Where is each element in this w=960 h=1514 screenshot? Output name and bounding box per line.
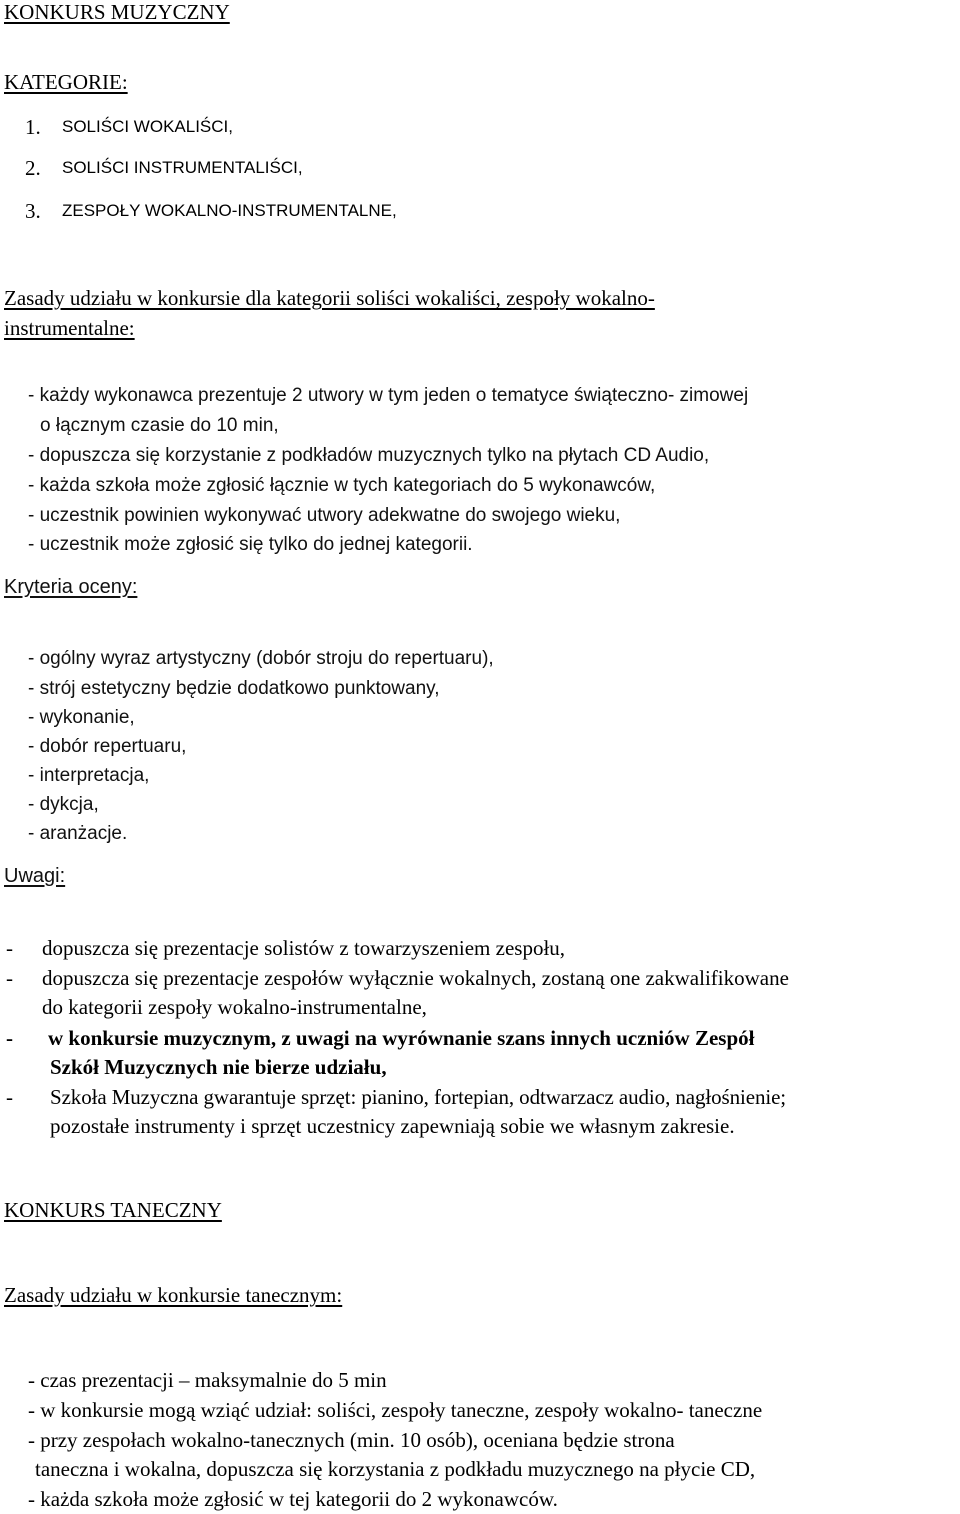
notes-heading: Uwagi:: [4, 865, 66, 887]
criteria-heading: Kryteria oceny:: [4, 576, 138, 598]
music-contest-title: KONKURS MUZYCZNY: [4, 0, 230, 24]
dance-rule-item-continuation: taneczna i wokalna, dopuszcza się korzystania z podkładu muzycznego na płycie CD,: [35, 1457, 756, 1481]
dance-contest-title: KONKURS TANECZNY: [4, 1198, 222, 1222]
note-dash: -: [6, 1085, 13, 1109]
note-dash: -: [6, 966, 13, 990]
music-rule-item: - uczestnik powinien wykonywać utwory adekwatne do swojego wieku,: [28, 505, 621, 526]
dance-rule-item: - w konkursie mogą wziąć udział: soliści, zespoły taneczne, zespoły wokalno- taneczne: [28, 1398, 763, 1422]
criteria-item: - dykcja,: [28, 794, 99, 815]
criteria-item: - ogólny wyraz artystyczny (dobór stroju do repertuaru),: [28, 648, 494, 669]
dance-rule-item: - czas prezentacji – maksymalnie do 5 min: [28, 1368, 387, 1392]
music-rule-item: - każda szkoła może zgłosić łącznie w tych kategoriach do 5 wykonawców,: [28, 475, 656, 496]
dance-rule-item: - przy zespołach wokalno-tanecznych (min. 10 osób), oceniana będzie strona: [28, 1428, 675, 1452]
criteria-item: - interpretacja,: [28, 765, 150, 786]
category-number: 1.: [25, 115, 41, 139]
criteria-item: - wykonanie,: [28, 707, 135, 728]
category-item: SOLIŚCI WOKALIŚCI,: [62, 117, 233, 136]
note-item-continuation: do kategorii zespoły wokalno-instrumentalne,: [42, 995, 427, 1019]
dance-rule-item: - każda szkoła może zgłosić w tej kategorii do 2 wykonawców.: [28, 1487, 558, 1511]
category-item: SOLIŚCI INSTRUMENTALIŚCI,: [62, 158, 303, 177]
categories-heading: KATEGORIE:: [4, 70, 128, 94]
music-rules-heading-line2: instrumentalne:: [4, 316, 135, 340]
criteria-item: - aranżacje.: [28, 823, 128, 844]
note-dash: -: [6, 936, 13, 960]
music-rule-item: - każdy wykonawca prezentuje 2 utwory w tym jeden o tematyce świąteczno- zimowej: [28, 385, 749, 406]
music-rules-heading-line1: Zasady udziału w konkursie dla kategorii soliści wokaliści, zespoły wokalno-: [4, 286, 655, 310]
music-rule-item: - dopuszcza się korzystanie z podkładów muzycznych tylko na płytach CD Audio,: [28, 445, 710, 466]
category-number: 2.: [25, 156, 41, 180]
note-item: dopuszcza się prezentacje solistów z towarzyszeniem zespołu,: [42, 936, 566, 960]
note-item-bold: w konkursie muzycznym, z uwagi na wyrównanie szans innych uczniów Zespół: [48, 1026, 755, 1050]
note-dash: -: [6, 1026, 13, 1050]
note-item-bold-continuation: Szkół Muzycznych nie bierze udziału,: [50, 1055, 387, 1079]
music-rule-item: o łącznym czasie do 10 min,: [40, 415, 279, 436]
category-item: ZESPOŁY WOKALNO-INSTRUMENTALNE,: [62, 201, 397, 220]
category-number: 3.: [25, 199, 41, 223]
criteria-item: - strój estetyczny będzie dodatkowo punktowany,: [28, 678, 440, 699]
note-item: Szkoła Muzyczna gwarantuje sprzęt: pianino, fortepian, odtwarzacz audio, nagłośnienie;: [50, 1085, 787, 1109]
note-item-continuation: pozostałe instrumenty i sprzęt uczestnicy zapewniają sobie we własnym zakresie.: [50, 1114, 735, 1138]
note-item: dopuszcza się prezentacje zespołów wyłącznie wokalnych, zostaną one zakwalifikowane: [42, 966, 789, 990]
dance-rules-heading: Zasady udziału w konkursie tanecznym:: [4, 1283, 343, 1307]
music-rule-item: - uczestnik może zgłosić się tylko do jednej kategorii.: [28, 534, 473, 555]
criteria-item: - dobór repertuaru,: [28, 736, 187, 757]
